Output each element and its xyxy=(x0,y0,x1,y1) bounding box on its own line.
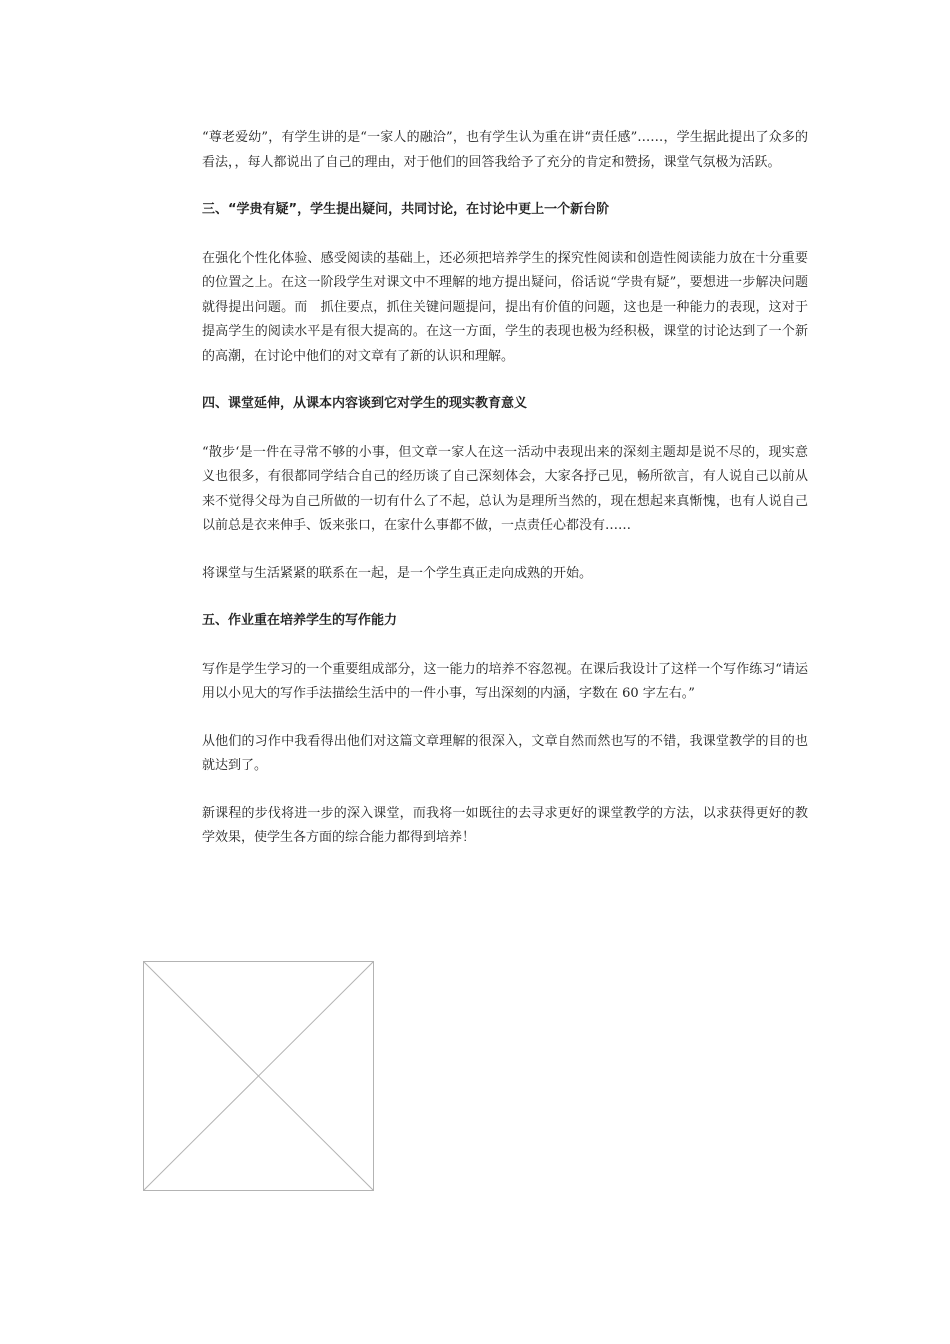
paragraph-student-work: 从他们的习作中我看得出他们对这篇文章理解的很深入，文章自然而然也写的不错，我课堂教学的目的也就达到了。 xyxy=(202,733,808,773)
paragraph-class-life: 将课堂与生活紧紧的联系在一起，是一个学生真正走向成熟的开始。 xyxy=(202,565,593,581)
paragraph-writing-exercise: 写作是学生学习的一个重要组成部分，这一能力的培养不容忽视。在课后我设计了这样一个写作练习“请运用以小见大的写作手法描绘生活中的一件小事，写出深刻的内涵，字数在 60 字左右。” xyxy=(202,661,808,701)
document-body xyxy=(202,126,808,874)
paragraph-respect-elders: “尊老爱幼”，有学生讲的是“一家人的融洽”，也有学生认为重在讲“责任感”……，学生据此提出了众多的看法，，每人都说出了自己的理由，对于他们的回答我给予了充分的肯定和赞扬，课堂气氛极为活跃。 xyxy=(202,130,808,170)
section-heading-4: 四、课堂延伸，从课本内容谈到它对学生的现实教育意义 xyxy=(202,396,528,411)
section-heading-3: 三、“学贵有疑”，学生提出疑问，共同讨论，在讨论中更上一个新台阶 xyxy=(202,202,610,217)
paragraph-conclusion: 新课程的步伐将进一步的深入课堂，而我将一如既往的去寻求更好的课堂教学的方法，以求获得更好的教学效果，使学生各方面的综合能力都得到培养！ xyxy=(202,805,808,845)
broken-image-placeholder-icon xyxy=(143,961,374,1191)
section-heading-5: 五、作业重在培养学生的写作能力 xyxy=(202,613,398,628)
paragraph-walk-meaning: “散步‘是一件在寻常不够的小事，但文章一家人在这一活动中表现出来的深刻主题却是说不尽的，现实意义也很多，有很都同学结合自己的经历谈了自己深刻体会，大家各抒己见，畅所欲言，有人说自己以前从来不觉得父母为自己所做的一切有什么了不起，总认为是理所当然的，现在想起来真惭愧，也有人说自己以前总是衣来伸手、饭来张口，在家什么事都不做，一点责任心都没有…… xyxy=(202,444,808,533)
paragraph-inquiry-reading: 在强化个性化体验、感受阅读的基础上，还必须把培养学生的探究性阅读和创造性阅读能力放在十分重要的位置之上。在这一阶段学生对课文中不理解的地方提出疑问，俗话说“学贵有疑”，要想进一步解决问题就得提出问题。而 抓住要点，抓住关键问题提问，提出有价值的问题，这也是一种能力的表现，这对于提高学生的阅读水平是有很大提高的。在这一方面，学生的表现也极为经积极，课堂的讨论达到了一个新的高潮，在讨论中他们的对文章有了新的认识和理解。 xyxy=(202,250,808,364)
